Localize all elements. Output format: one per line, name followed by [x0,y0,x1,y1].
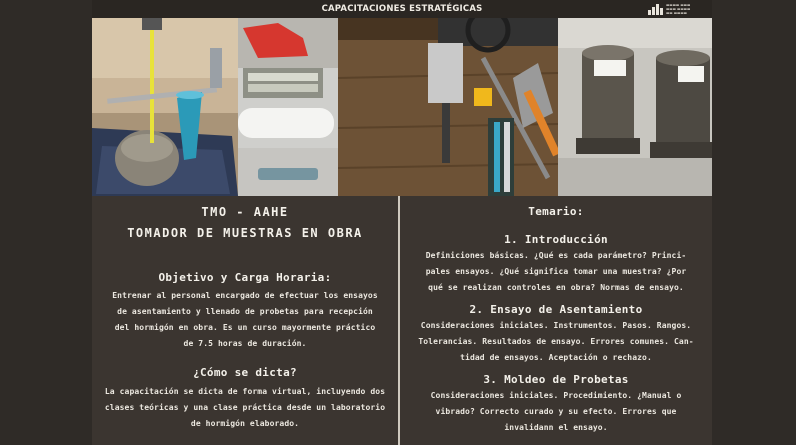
topic-line: tidad de ensayos. Aceptación o rechazo. [460,353,652,362]
objective-line: de 7.5 horas de duración. [183,339,307,348]
topic-title: 3. Moldeo de Probetas [483,373,629,386]
right-background-margin [712,0,796,445]
topic-line: Consideraciones iniciales. Procedimiento. ¿Manual o [430,391,682,400]
top-banner [92,0,712,18]
how-line: clases teóricas y una clase práctica desde un laboratorio [104,403,386,412]
how-heading: ¿Cómo se dicta? [193,366,297,379]
course-name: TOMADOR DE MUESTRAS EN OBRA [127,226,363,240]
course-code: TMO - AAHE [201,205,289,219]
topic-line: vibrado? Correcto curado y su efecto. Errores que [435,407,677,416]
topic-line: Consideraciones iniciales. Instrumentos. Pasos. Rangos. [420,321,692,330]
how-line: La capacitación se dicta de forma virtual, incluyendo dos [104,387,386,396]
topic-title: 2. Ensayo de Asentamiento [469,303,643,316]
topic-line: Tolerancias. Resultados de ensayo. Errores comunes. Can- [418,337,694,346]
topic-line: pales ensayos. ¿Qué significa tomar una muestra? ¿Por [425,267,687,276]
banner-title: CAPACITACIONES ESTRATÉGICAS [321,4,483,14]
how-line: de hormigón elaborado. [190,419,300,428]
objective-line: de asentamiento y llenado de probetas para recepción [117,307,373,316]
topic-description [400,248,712,296]
objective-line: Entrenar al personal encargado de efectuar los ensayos [112,291,378,300]
logo-wordmark: ▬▬▬▬ ▬▬▬ ▬▬▬ ▬▬▬▬ ▬▬ ▬▬▬▬ [666,3,691,15]
tools-on-table-photo [238,18,338,196]
course-summary-column [92,196,398,445]
concrete-cylinder-molds-photo [558,18,712,196]
course-flyer [92,0,712,445]
topic-title: 1. Introducción [504,233,608,246]
photo-strip [92,18,712,196]
topic-description [400,318,712,366]
objective-heading: Objetivo y Carga Horaria: [158,271,332,284]
topic-line: Definiciones básicas. ¿Qué es cada parámetro? Princi- [425,251,687,260]
left-background-margin [0,0,92,445]
logo-bars-icon [648,3,663,15]
syllabus-column [400,196,712,445]
objective-line: del hormigón en obra. Es un curso mayormente práctico [114,323,376,332]
topic-description [400,388,712,436]
topic-line: qué se realizan controles en obra? Normas de ensayo. [428,283,684,292]
trowel-and-rod-photo [338,18,558,196]
how-text [92,384,398,432]
topic-line: invalidann el ensayo. [504,423,608,432]
company-logo [648,1,706,17]
temario-heading: Temario: [528,205,584,218]
slump-cone-test-photo [92,18,238,196]
objective-text [92,288,398,352]
